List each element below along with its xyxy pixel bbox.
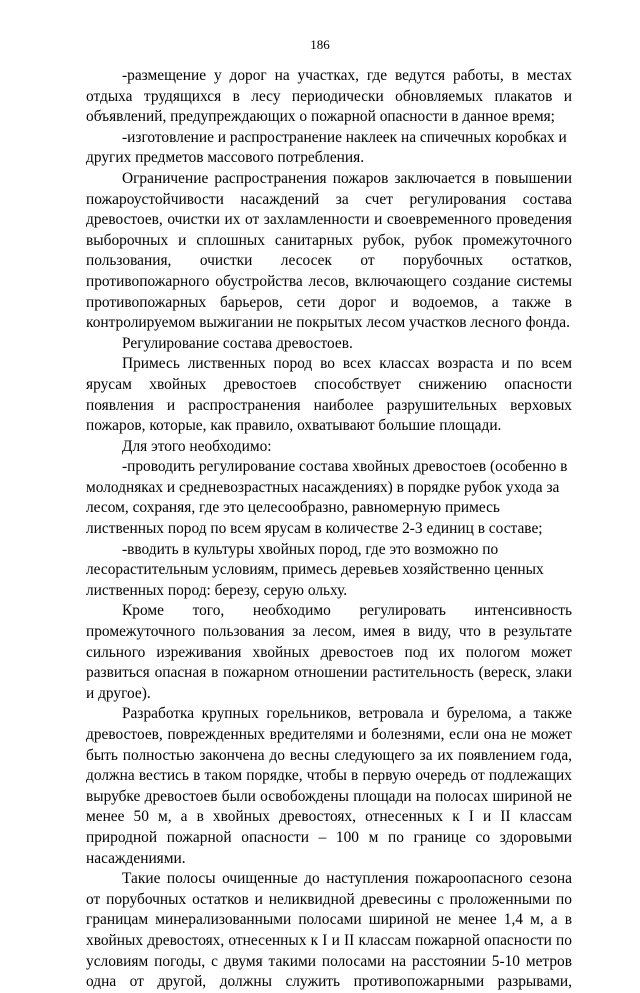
paragraph: Разработка крупных горельников, ветровала и бурелома, а также древостоев, поврежденных вредителями и болезнями, если она не может быть полностью закончена до весны следующего за их появлением года, должна вестись в таком порядке, чтобы в первую очередь от подлежащих вырубке древостоев были освобождены площади на полосах шириной не менее 50 м, а в хвойных древостоях, отнесенных к I и II классам природной пожарной опасности – 100 м по границе со здоровыми насаждениями. bbox=[86, 705, 572, 867]
paragraph: -размещение у дорог на участках, где ведутся работы, в местах отдыха трудящихся в лесу периодически обновляемых плакатов и объявлений, предупреждающих о пожарной опасности в данное время; bbox=[86, 67, 572, 126]
paragraph: Для этого необходимо: bbox=[122, 437, 272, 455]
paragraph: Такие полосы очищенные до наступления пожароопасного сезона от порубочных остатков и неликвидной древесины с проложенными по границам минерализованными полосами шириной не менее 1,4 м, а в хвойных древостоях, отнесенных к I и II классам пожарной опасности по условиям погоды, с двумя такими полосами на расстоянии 5-10 метров одна от другой, должны служить противопожарными разрывами, bbox=[86, 870, 572, 991]
paragraph: -проводить регулирование состава хвойных древостоев (особенно в молодняках и средневозрастных насаждениях) в порядке рубок ухода за лесом, сохраняя, где это целесообразно, равномерную примесь лиственных пород по всем ярусам в количестве 2-3 единиц в составе; bbox=[86, 458, 568, 538]
document-body bbox=[86, 66, 572, 993]
paragraph: -изготовление и распространение наклеек на спичечных коробках и других предметов массового потребления. bbox=[86, 128, 567, 167]
paragraph: Регулирование состава древостоев. bbox=[122, 334, 353, 352]
paragraph: Ограничение распространения пожаров заключается в повышении пожароустойчивости насаждений за счет регулирования состава древостоев, очистки их от захламленности и своевременного проведения выборочных и сплошных санитарных рубок, рубок промежуточного пользования, очистки лесосек от порубочных остатков, противопожарного обустройства лесов, включающего создание системы противопожарных барьеров, сети дорог и водоемов, а также в контролируемом выжигании не покрытых лесом участков лесного фонда. bbox=[86, 169, 572, 332]
paragraph: Кроме того, необходимо регулировать интенсивность промежуточного пользования за лесом, имея в виду, что в результате сильного изреживания хвойных древостоев под их пологом может развиться опасная в пожарном отношении растительность (вереск, злаки и другое). bbox=[86, 602, 572, 702]
paragraph: -вводить в культуры хвойных пород, где это возможно по лесорастительным условиям, примесь деревьев хозяйственно ценных лиственных пород: березу, серую ольху. bbox=[86, 540, 544, 599]
paragraph: Примесь лиственных пород во всех классах возраста и по всем ярусам хвойных древостоев способствует снижению опасности появления и распространения наиболее разрушительных верховых пожаров, которые, как правило, охватывают большие площади. bbox=[86, 355, 572, 435]
page-number: 186 bbox=[310, 37, 330, 52]
